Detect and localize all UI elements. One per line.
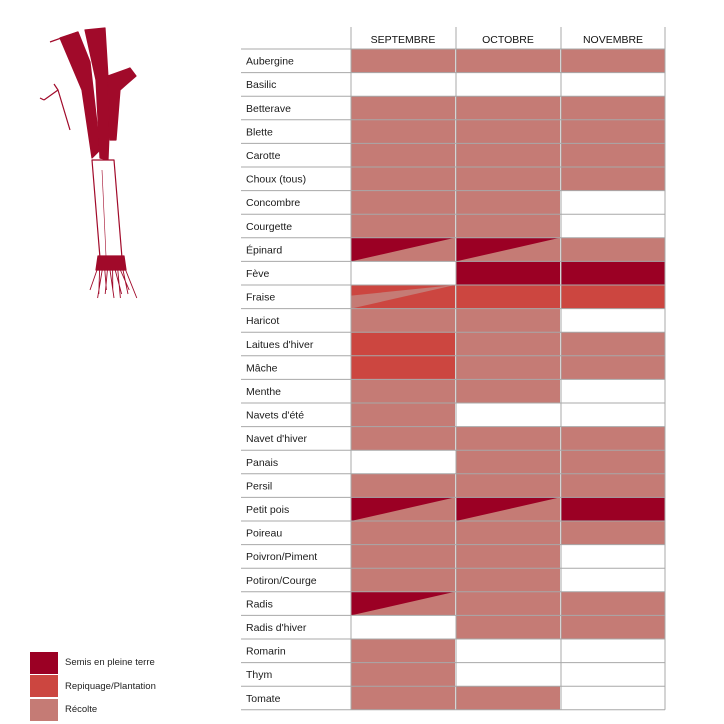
month-header-2: OCTOBRE	[482, 34, 534, 46]
calendar-cell-empty	[561, 568, 665, 592]
row-label: Courgette	[246, 220, 293, 233]
calendar-cell	[561, 521, 665, 545]
row-label: Fraise	[246, 291, 276, 304]
legend	[30, 651, 156, 722]
calendar-cell	[561, 285, 665, 309]
row-label: Navet d'hiver	[246, 433, 307, 446]
calendar-cell-empty	[351, 261, 455, 285]
calendar-cell	[456, 686, 560, 710]
calendar-cell	[351, 143, 455, 167]
calendar-cell	[456, 379, 560, 403]
calendar-cell	[561, 615, 665, 639]
row-label: Romarin	[246, 645, 286, 658]
row-label: Choux (tous)	[246, 173, 307, 186]
row-label: Blette	[246, 126, 273, 139]
row-label: Fève	[246, 268, 270, 280]
row-label: Panais	[246, 456, 279, 469]
calendar-cell	[351, 427, 455, 451]
calendar-cell	[561, 261, 665, 285]
calendar-cell	[561, 120, 665, 144]
calendar-cell-empty	[456, 403, 560, 427]
calendar-cell	[561, 238, 665, 262]
calendar-cell	[351, 379, 455, 403]
legend-item-recolte	[30, 698, 156, 722]
row-label: Tomate	[246, 692, 281, 705]
calendar-cell	[561, 96, 665, 120]
calendar-cell	[561, 332, 665, 356]
calendar-cell-empty	[456, 663, 560, 687]
calendar-cell	[561, 143, 665, 167]
calendar-cell	[456, 568, 560, 592]
calendar-cell	[561, 427, 665, 451]
row-label: Poivron/Piment	[246, 551, 318, 564]
calendar-cell	[351, 686, 455, 710]
legend-label-repiquage: Repiquage/Plantation	[65, 680, 156, 692]
row-label: Navets d'été	[246, 409, 305, 422]
calendar-cell	[456, 120, 560, 144]
calendar-cell	[456, 96, 560, 120]
calendar-cell	[351, 403, 455, 427]
calendar-cell	[456, 143, 560, 167]
row-label: Concombre	[246, 197, 301, 210]
row-label: Petit pois	[246, 504, 290, 516]
row-label: Thym	[246, 669, 273, 682]
calendar-cell	[561, 49, 665, 73]
row-label: Radis d'hiver	[246, 622, 307, 634]
row-label: Aubergine	[246, 55, 294, 68]
row-label: Betterave	[246, 102, 291, 115]
calendar-cell	[456, 427, 560, 451]
calendar-cell-empty	[561, 309, 665, 333]
calendar-cell	[351, 167, 455, 191]
row-label: Haricot	[246, 315, 280, 328]
calendar-cell	[561, 497, 665, 521]
calendar-cell	[351, 474, 455, 498]
calendar-cell	[561, 167, 665, 191]
calendar-cell	[456, 214, 560, 238]
calendar-cell	[456, 474, 560, 498]
calendar-cell	[456, 615, 560, 639]
calendar-cell	[456, 49, 560, 73]
legend-item-repiquage	[30, 675, 156, 699]
row-label: Laitues d'hiver	[246, 338, 314, 351]
calendar-cell-empty	[561, 545, 665, 569]
month-header-3: NOVEMBRE	[582, 34, 644, 46]
calendar-cell-empty	[456, 73, 560, 97]
calendar-cell	[456, 167, 560, 191]
legend-swatch-recolte	[30, 699, 58, 721]
row-label: Basilic	[246, 79, 277, 92]
calendar-cell-empty	[351, 615, 455, 639]
row-label: Mâche	[246, 362, 278, 375]
legend-item-semis	[30, 651, 156, 675]
calendar-cell	[351, 545, 455, 569]
legend-swatch-semis	[30, 652, 58, 674]
row-label: Menthe	[246, 386, 282, 398]
calendar-cell	[456, 309, 560, 333]
calendar-cell	[351, 639, 455, 663]
calendar-cell	[456, 521, 560, 545]
row-label: Potiron/Courge	[246, 574, 317, 587]
calendar-cell-empty	[561, 214, 665, 238]
calendar-cell-empty	[351, 73, 455, 97]
calendar-cell	[561, 356, 665, 380]
calendar-cell	[456, 545, 560, 569]
legend-swatch-repiquage	[30, 675, 58, 697]
calendar-cell-empty	[561, 663, 665, 687]
row-label: Persil	[246, 480, 273, 493]
calendar-cell	[351, 663, 455, 687]
calendar-cell	[351, 332, 455, 356]
calendar-cell	[351, 568, 455, 592]
calendar-cell	[456, 356, 560, 380]
calendar-cell	[351, 49, 455, 73]
calendar-cell	[351, 191, 455, 215]
calendar-cell	[456, 592, 560, 616]
calendar-cell-empty	[456, 639, 560, 663]
calendar-cell-empty	[561, 403, 665, 427]
calendar-cell	[351, 356, 455, 380]
calendar-cell-empty	[561, 686, 665, 710]
row-label: Radis	[246, 598, 273, 611]
calendar-cell	[456, 191, 560, 215]
calendar-cell	[456, 261, 560, 285]
calendar-cell-empty	[561, 191, 665, 215]
calendar-cell-empty	[561, 379, 665, 403]
month-header-1: SEPTEMBRE	[370, 34, 436, 46]
row-label: Épinard	[246, 244, 283, 257]
calendar-cell	[351, 521, 455, 545]
calendar-cell	[456, 285, 560, 309]
calendar-cell	[561, 592, 665, 616]
legend-label-recolte: Récolte	[65, 704, 98, 716]
calendar-cell	[351, 120, 455, 144]
calendar-cell	[561, 450, 665, 474]
calendar-cell	[351, 214, 455, 238]
calendar-cell	[561, 474, 665, 498]
calendar-cell	[351, 96, 455, 120]
row-label: Poireau	[246, 527, 283, 540]
calendar-cell	[456, 450, 560, 474]
legend-label-semis: Semis en pleine terre	[65, 657, 155, 669]
calendar-cell-empty	[561, 639, 665, 663]
calendar-cell	[351, 309, 455, 333]
calendar-cell	[456, 332, 560, 356]
calendar-cell-empty	[561, 73, 665, 97]
calendar-cell-empty	[351, 450, 455, 474]
row-label: Carotte	[246, 150, 281, 162]
